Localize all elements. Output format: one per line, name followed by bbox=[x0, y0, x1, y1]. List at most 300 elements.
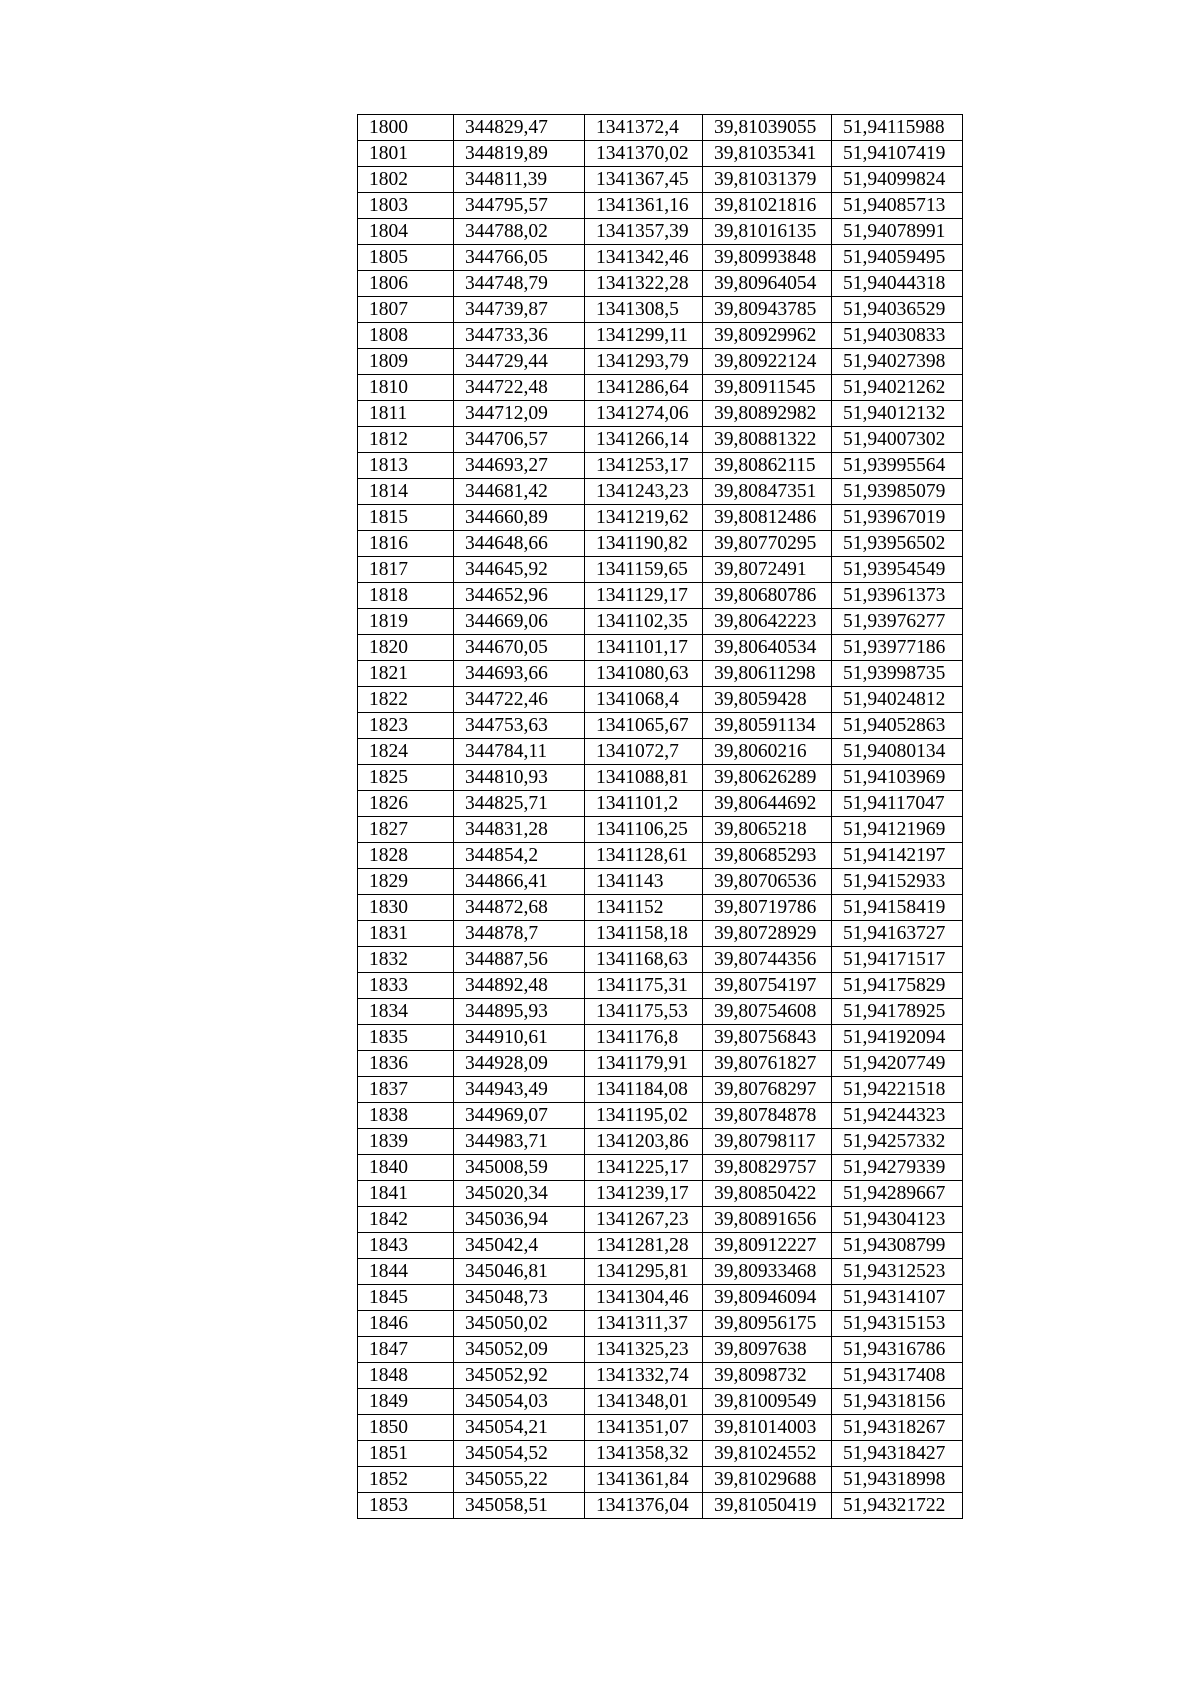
y-coordinate-cell: 1341102,35 bbox=[585, 609, 703, 635]
x-coordinate-cell: 345020,34 bbox=[454, 1181, 585, 1207]
table-row bbox=[358, 843, 963, 869]
y-coordinate-cell: 1341072,7 bbox=[585, 739, 703, 765]
latitude-cell: 51,94115988 bbox=[832, 115, 963, 141]
y-coordinate-cell: 1341308,5 bbox=[585, 297, 703, 323]
y-coordinate-cell: 1341286,64 bbox=[585, 375, 703, 401]
x-coordinate-cell: 345036,94 bbox=[454, 1207, 585, 1233]
y-coordinate-cell: 1341184,08 bbox=[585, 1077, 703, 1103]
point-number-cell: 1803 bbox=[358, 193, 454, 219]
y-coordinate-cell: 1341176,8 bbox=[585, 1025, 703, 1051]
longitude-cell: 39,80744356 bbox=[703, 947, 832, 973]
table-row bbox=[358, 271, 963, 297]
point-number-cell: 1823 bbox=[358, 713, 454, 739]
longitude-cell: 39,80829757 bbox=[703, 1155, 832, 1181]
longitude-cell: 39,80761827 bbox=[703, 1051, 832, 1077]
table-row bbox=[358, 947, 963, 973]
longitude-cell: 39,80847351 bbox=[703, 479, 832, 505]
longitude-cell: 39,80644692 bbox=[703, 791, 832, 817]
longitude-cell: 39,80812486 bbox=[703, 505, 832, 531]
y-coordinate-cell: 1341293,79 bbox=[585, 349, 703, 375]
latitude-cell: 51,93954549 bbox=[832, 557, 963, 583]
point-number-cell: 1811 bbox=[358, 401, 454, 427]
x-coordinate-cell: 345054,21 bbox=[454, 1415, 585, 1441]
point-number-cell: 1806 bbox=[358, 271, 454, 297]
point-number-cell: 1810 bbox=[358, 375, 454, 401]
latitude-cell: 51,94318427 bbox=[832, 1441, 963, 1467]
point-number-cell: 1820 bbox=[358, 635, 454, 661]
y-coordinate-cell: 1341367,45 bbox=[585, 167, 703, 193]
table-row bbox=[358, 869, 963, 895]
table-row bbox=[358, 1389, 963, 1415]
x-coordinate-cell: 344681,42 bbox=[454, 479, 585, 505]
longitude-cell: 39,80912227 bbox=[703, 1233, 832, 1259]
latitude-cell: 51,94107419 bbox=[832, 141, 963, 167]
y-coordinate-cell: 1341080,63 bbox=[585, 661, 703, 687]
y-coordinate-cell: 1341281,28 bbox=[585, 1233, 703, 1259]
longitude-cell: 39,80862115 bbox=[703, 453, 832, 479]
latitude-cell: 51,94318998 bbox=[832, 1467, 963, 1493]
longitude-cell: 39,81031379 bbox=[703, 167, 832, 193]
y-coordinate-cell: 1341274,06 bbox=[585, 401, 703, 427]
x-coordinate-cell: 344712,09 bbox=[454, 401, 585, 427]
y-coordinate-cell: 1341357,39 bbox=[585, 219, 703, 245]
x-coordinate-cell: 345054,52 bbox=[454, 1441, 585, 1467]
latitude-cell: 51,94317408 bbox=[832, 1363, 963, 1389]
latitude-cell: 51,94192094 bbox=[832, 1025, 963, 1051]
table-row bbox=[358, 531, 963, 557]
point-number-cell: 1826 bbox=[358, 791, 454, 817]
latitude-cell: 51,94221518 bbox=[832, 1077, 963, 1103]
point-number-cell: 1838 bbox=[358, 1103, 454, 1129]
x-coordinate-cell: 344693,27 bbox=[454, 453, 585, 479]
table-row bbox=[358, 349, 963, 375]
x-coordinate-cell: 344753,63 bbox=[454, 713, 585, 739]
table-row bbox=[358, 1155, 963, 1181]
point-number-cell: 1837 bbox=[358, 1077, 454, 1103]
latitude-cell: 51,94163727 bbox=[832, 921, 963, 947]
latitude-cell: 51,94078991 bbox=[832, 219, 963, 245]
latitude-cell: 51,94030833 bbox=[832, 323, 963, 349]
y-coordinate-cell: 1341299,11 bbox=[585, 323, 703, 349]
point-number-cell: 1828 bbox=[358, 843, 454, 869]
point-number-cell: 1853 bbox=[358, 1493, 454, 1519]
x-coordinate-cell: 344810,93 bbox=[454, 765, 585, 791]
point-number-cell: 1845 bbox=[358, 1285, 454, 1311]
longitude-cell: 39,80770295 bbox=[703, 531, 832, 557]
x-coordinate-cell: 344872,68 bbox=[454, 895, 585, 921]
longitude-cell: 39,81014003 bbox=[703, 1415, 832, 1441]
x-coordinate-cell: 344811,39 bbox=[454, 167, 585, 193]
table-row bbox=[358, 557, 963, 583]
x-coordinate-cell: 344652,96 bbox=[454, 583, 585, 609]
point-number-cell: 1834 bbox=[358, 999, 454, 1025]
table-row bbox=[358, 817, 963, 843]
y-coordinate-cell: 1341159,65 bbox=[585, 557, 703, 583]
point-number-cell: 1805 bbox=[358, 245, 454, 271]
latitude-cell: 51,94007302 bbox=[832, 427, 963, 453]
y-coordinate-cell: 1341225,17 bbox=[585, 1155, 703, 1181]
latitude-cell: 51,94308799 bbox=[832, 1233, 963, 1259]
longitude-cell: 39,80943785 bbox=[703, 297, 832, 323]
y-coordinate-cell: 1341332,74 bbox=[585, 1363, 703, 1389]
y-coordinate-cell: 1341143 bbox=[585, 869, 703, 895]
longitude-cell: 39,80891656 bbox=[703, 1207, 832, 1233]
latitude-cell: 51,94103969 bbox=[832, 765, 963, 791]
y-coordinate-cell: 1341128,61 bbox=[585, 843, 703, 869]
longitude-cell: 39,81050419 bbox=[703, 1493, 832, 1519]
longitude-cell: 39,80754197 bbox=[703, 973, 832, 999]
table-row bbox=[358, 921, 963, 947]
y-coordinate-cell: 1341376,04 bbox=[585, 1493, 703, 1519]
table-row bbox=[358, 1441, 963, 1467]
point-number-cell: 1809 bbox=[358, 349, 454, 375]
x-coordinate-cell: 344831,28 bbox=[454, 817, 585, 843]
latitude-cell: 51,94036529 bbox=[832, 297, 963, 323]
point-number-cell: 1800 bbox=[358, 115, 454, 141]
longitude-cell: 39,8065218 bbox=[703, 817, 832, 843]
table-row bbox=[358, 1259, 963, 1285]
point-number-cell: 1835 bbox=[358, 1025, 454, 1051]
longitude-cell: 39,81029688 bbox=[703, 1467, 832, 1493]
longitude-cell: 39,80850422 bbox=[703, 1181, 832, 1207]
point-number-cell: 1817 bbox=[358, 557, 454, 583]
latitude-cell: 51,94044318 bbox=[832, 271, 963, 297]
latitude-cell: 51,93961373 bbox=[832, 583, 963, 609]
point-number-cell: 1827 bbox=[358, 817, 454, 843]
latitude-cell: 51,94117047 bbox=[832, 791, 963, 817]
longitude-cell: 39,8098732 bbox=[703, 1363, 832, 1389]
point-number-cell: 1821 bbox=[358, 661, 454, 687]
table-row bbox=[358, 1337, 963, 1363]
longitude-cell: 39,8072491 bbox=[703, 557, 832, 583]
x-coordinate-cell: 344729,44 bbox=[454, 349, 585, 375]
y-coordinate-cell: 1341088,81 bbox=[585, 765, 703, 791]
point-number-cell: 1836 bbox=[358, 1051, 454, 1077]
x-coordinate-cell: 344788,02 bbox=[454, 219, 585, 245]
point-number-cell: 1840 bbox=[358, 1155, 454, 1181]
x-coordinate-cell: 344722,48 bbox=[454, 375, 585, 401]
y-coordinate-cell: 1341342,46 bbox=[585, 245, 703, 271]
longitude-cell: 39,80768297 bbox=[703, 1077, 832, 1103]
table-row bbox=[358, 505, 963, 531]
point-number-cell: 1813 bbox=[358, 453, 454, 479]
longitude-cell: 39,80956175 bbox=[703, 1311, 832, 1337]
table-row bbox=[358, 427, 963, 453]
latitude-cell: 51,94158419 bbox=[832, 895, 963, 921]
point-number-cell: 1814 bbox=[358, 479, 454, 505]
y-coordinate-cell: 1341253,17 bbox=[585, 453, 703, 479]
point-number-cell: 1822 bbox=[358, 687, 454, 713]
latitude-cell: 51,94257332 bbox=[832, 1129, 963, 1155]
longitude-cell: 39,81024552 bbox=[703, 1441, 832, 1467]
y-coordinate-cell: 1341158,18 bbox=[585, 921, 703, 947]
table-row bbox=[358, 401, 963, 427]
table-row bbox=[358, 375, 963, 401]
point-number-cell: 1830 bbox=[358, 895, 454, 921]
table-row bbox=[358, 765, 963, 791]
x-coordinate-cell: 344670,05 bbox=[454, 635, 585, 661]
point-number-cell: 1829 bbox=[358, 869, 454, 895]
x-coordinate-cell: 344693,66 bbox=[454, 661, 585, 687]
latitude-cell: 51,93985079 bbox=[832, 479, 963, 505]
x-coordinate-cell: 344892,48 bbox=[454, 973, 585, 999]
x-coordinate-cell: 345008,59 bbox=[454, 1155, 585, 1181]
y-coordinate-cell: 1341266,14 bbox=[585, 427, 703, 453]
table-row bbox=[358, 895, 963, 921]
y-coordinate-cell: 1341358,32 bbox=[585, 1441, 703, 1467]
point-number-cell: 1812 bbox=[358, 427, 454, 453]
y-coordinate-cell: 1341129,17 bbox=[585, 583, 703, 609]
longitude-cell: 39,81035341 bbox=[703, 141, 832, 167]
latitude-cell: 51,94314107 bbox=[832, 1285, 963, 1311]
latitude-cell: 51,94318267 bbox=[832, 1415, 963, 1441]
table-row bbox=[358, 1181, 963, 1207]
x-coordinate-cell: 345054,03 bbox=[454, 1389, 585, 1415]
point-number-cell: 1818 bbox=[358, 583, 454, 609]
latitude-cell: 51,94099824 bbox=[832, 167, 963, 193]
point-number-cell: 1824 bbox=[358, 739, 454, 765]
x-coordinate-cell: 344854,2 bbox=[454, 843, 585, 869]
table-row bbox=[358, 323, 963, 349]
latitude-cell: 51,94085713 bbox=[832, 193, 963, 219]
latitude-cell: 51,93998735 bbox=[832, 661, 963, 687]
point-number-cell: 1839 bbox=[358, 1129, 454, 1155]
longitude-cell: 39,80754608 bbox=[703, 999, 832, 1025]
longitude-cell: 39,80946094 bbox=[703, 1285, 832, 1311]
y-coordinate-cell: 1341322,28 bbox=[585, 271, 703, 297]
longitude-cell: 39,80719786 bbox=[703, 895, 832, 921]
point-number-cell: 1804 bbox=[358, 219, 454, 245]
point-number-cell: 1831 bbox=[358, 921, 454, 947]
point-number-cell: 1852 bbox=[358, 1467, 454, 1493]
longitude-cell: 39,80881322 bbox=[703, 427, 832, 453]
latitude-cell: 51,94021262 bbox=[832, 375, 963, 401]
y-coordinate-cell: 1341190,82 bbox=[585, 531, 703, 557]
latitude-cell: 51,93976277 bbox=[832, 609, 963, 635]
x-coordinate-cell: 344819,89 bbox=[454, 141, 585, 167]
longitude-cell: 39,80685293 bbox=[703, 843, 832, 869]
table-row bbox=[358, 167, 963, 193]
x-coordinate-cell: 345055,22 bbox=[454, 1467, 585, 1493]
point-number-cell: 1849 bbox=[358, 1389, 454, 1415]
point-number-cell: 1851 bbox=[358, 1441, 454, 1467]
longitude-cell: 39,81039055 bbox=[703, 115, 832, 141]
x-coordinate-cell: 344733,36 bbox=[454, 323, 585, 349]
longitude-cell: 39,80911545 bbox=[703, 375, 832, 401]
longitude-cell: 39,81016135 bbox=[703, 219, 832, 245]
x-coordinate-cell: 344928,09 bbox=[454, 1051, 585, 1077]
latitude-cell: 51,94024812 bbox=[832, 687, 963, 713]
x-coordinate-cell: 344795,57 bbox=[454, 193, 585, 219]
table-row bbox=[358, 1207, 963, 1233]
latitude-cell: 51,94279339 bbox=[832, 1155, 963, 1181]
y-coordinate-cell: 1341106,25 bbox=[585, 817, 703, 843]
table-row bbox=[358, 687, 963, 713]
coordinates-table-body bbox=[358, 115, 963, 1519]
latitude-cell: 51,94207749 bbox=[832, 1051, 963, 1077]
y-coordinate-cell: 1341219,62 bbox=[585, 505, 703, 531]
table-row bbox=[358, 245, 963, 271]
longitude-cell: 39,8060216 bbox=[703, 739, 832, 765]
latitude-cell: 51,94171517 bbox=[832, 947, 963, 973]
x-coordinate-cell: 344669,06 bbox=[454, 609, 585, 635]
table-row bbox=[358, 219, 963, 245]
point-number-cell: 1808 bbox=[358, 323, 454, 349]
x-coordinate-cell: 344878,7 bbox=[454, 921, 585, 947]
y-coordinate-cell: 1341311,37 bbox=[585, 1311, 703, 1337]
point-number-cell: 1842 bbox=[358, 1207, 454, 1233]
latitude-cell: 51,94175829 bbox=[832, 973, 963, 999]
table-row bbox=[358, 973, 963, 999]
longitude-cell: 39,80892982 bbox=[703, 401, 832, 427]
y-coordinate-cell: 1341152 bbox=[585, 895, 703, 921]
y-coordinate-cell: 1341370,02 bbox=[585, 141, 703, 167]
point-number-cell: 1819 bbox=[358, 609, 454, 635]
y-coordinate-cell: 1341175,53 bbox=[585, 999, 703, 1025]
x-coordinate-cell: 344648,66 bbox=[454, 531, 585, 557]
table-row bbox=[358, 609, 963, 635]
x-coordinate-cell: 344766,05 bbox=[454, 245, 585, 271]
y-coordinate-cell: 1341101,17 bbox=[585, 635, 703, 661]
x-coordinate-cell: 344969,07 bbox=[454, 1103, 585, 1129]
table-row bbox=[358, 791, 963, 817]
x-coordinate-cell: 344660,89 bbox=[454, 505, 585, 531]
latitude-cell: 51,94289667 bbox=[832, 1181, 963, 1207]
x-coordinate-cell: 344943,49 bbox=[454, 1077, 585, 1103]
y-coordinate-cell: 1341101,2 bbox=[585, 791, 703, 817]
y-coordinate-cell: 1341361,84 bbox=[585, 1467, 703, 1493]
latitude-cell: 51,94027398 bbox=[832, 349, 963, 375]
point-number-cell: 1815 bbox=[358, 505, 454, 531]
point-number-cell: 1807 bbox=[358, 297, 454, 323]
x-coordinate-cell: 345050,02 bbox=[454, 1311, 585, 1337]
y-coordinate-cell: 1341239,17 bbox=[585, 1181, 703, 1207]
latitude-cell: 51,94244323 bbox=[832, 1103, 963, 1129]
y-coordinate-cell: 1341068,4 bbox=[585, 687, 703, 713]
longitude-cell: 39,80798117 bbox=[703, 1129, 832, 1155]
latitude-cell: 51,93977186 bbox=[832, 635, 963, 661]
latitude-cell: 51,94304123 bbox=[832, 1207, 963, 1233]
longitude-cell: 39,81009549 bbox=[703, 1389, 832, 1415]
latitude-cell: 51,94080134 bbox=[832, 739, 963, 765]
y-coordinate-cell: 1341243,23 bbox=[585, 479, 703, 505]
x-coordinate-cell: 344887,56 bbox=[454, 947, 585, 973]
table-row bbox=[358, 999, 963, 1025]
point-number-cell: 1843 bbox=[358, 1233, 454, 1259]
table-row bbox=[358, 1285, 963, 1311]
longitude-cell: 39,80642223 bbox=[703, 609, 832, 635]
longitude-cell: 39,80591134 bbox=[703, 713, 832, 739]
point-number-cell: 1832 bbox=[358, 947, 454, 973]
y-coordinate-cell: 1341325,23 bbox=[585, 1337, 703, 1363]
table-row bbox=[358, 453, 963, 479]
latitude-cell: 51,93956502 bbox=[832, 531, 963, 557]
x-coordinate-cell: 344784,11 bbox=[454, 739, 585, 765]
point-number-cell: 1802 bbox=[358, 167, 454, 193]
table-row bbox=[358, 115, 963, 141]
point-number-cell: 1801 bbox=[358, 141, 454, 167]
y-coordinate-cell: 1341372,4 bbox=[585, 115, 703, 141]
latitude-cell: 51,94142197 bbox=[832, 843, 963, 869]
latitude-cell: 51,94312523 bbox=[832, 1259, 963, 1285]
x-coordinate-cell: 345052,09 bbox=[454, 1337, 585, 1363]
latitude-cell: 51,94012132 bbox=[832, 401, 963, 427]
table-row bbox=[358, 713, 963, 739]
point-number-cell: 1825 bbox=[358, 765, 454, 791]
table-row bbox=[358, 1129, 963, 1155]
table-row bbox=[358, 1025, 963, 1051]
table-row bbox=[358, 1103, 963, 1129]
point-number-cell: 1816 bbox=[358, 531, 454, 557]
y-coordinate-cell: 1341348,01 bbox=[585, 1389, 703, 1415]
y-coordinate-cell: 1341304,46 bbox=[585, 1285, 703, 1311]
longitude-cell: 39,80640534 bbox=[703, 635, 832, 661]
y-coordinate-cell: 1341203,86 bbox=[585, 1129, 703, 1155]
table-row bbox=[358, 1077, 963, 1103]
x-coordinate-cell: 344748,79 bbox=[454, 271, 585, 297]
x-coordinate-cell: 345058,51 bbox=[454, 1493, 585, 1519]
longitude-cell: 39,8059428 bbox=[703, 687, 832, 713]
table-row bbox=[358, 635, 963, 661]
latitude-cell: 51,94316786 bbox=[832, 1337, 963, 1363]
longitude-cell: 39,80929962 bbox=[703, 323, 832, 349]
table-row bbox=[358, 479, 963, 505]
table-row bbox=[358, 193, 963, 219]
table-row bbox=[358, 1467, 963, 1493]
point-number-cell: 1841 bbox=[358, 1181, 454, 1207]
longitude-cell: 39,81021816 bbox=[703, 193, 832, 219]
y-coordinate-cell: 1341065,67 bbox=[585, 713, 703, 739]
latitude-cell: 51,94052863 bbox=[832, 713, 963, 739]
longitude-cell: 39,80611298 bbox=[703, 661, 832, 687]
table-row bbox=[358, 583, 963, 609]
longitude-cell: 39,80993848 bbox=[703, 245, 832, 271]
point-number-cell: 1833 bbox=[358, 973, 454, 999]
longitude-cell: 39,80784878 bbox=[703, 1103, 832, 1129]
x-coordinate-cell: 344739,87 bbox=[454, 297, 585, 323]
longitude-cell: 39,80756843 bbox=[703, 1025, 832, 1051]
longitude-cell: 39,80680786 bbox=[703, 583, 832, 609]
point-number-cell: 1850 bbox=[358, 1415, 454, 1441]
y-coordinate-cell: 1341175,31 bbox=[585, 973, 703, 999]
y-coordinate-cell: 1341179,91 bbox=[585, 1051, 703, 1077]
y-coordinate-cell: 1341361,16 bbox=[585, 193, 703, 219]
latitude-cell: 51,94318156 bbox=[832, 1389, 963, 1415]
latitude-cell: 51,94315153 bbox=[832, 1311, 963, 1337]
x-coordinate-cell: 344983,71 bbox=[454, 1129, 585, 1155]
table-row bbox=[358, 1363, 963, 1389]
y-coordinate-cell: 1341351,07 bbox=[585, 1415, 703, 1441]
x-coordinate-cell: 344866,41 bbox=[454, 869, 585, 895]
longitude-cell: 39,8097638 bbox=[703, 1337, 832, 1363]
x-coordinate-cell: 345042,4 bbox=[454, 1233, 585, 1259]
x-coordinate-cell: 344829,47 bbox=[454, 115, 585, 141]
latitude-cell: 51,93967019 bbox=[832, 505, 963, 531]
table-row bbox=[358, 661, 963, 687]
longitude-cell: 39,80706536 bbox=[703, 869, 832, 895]
table-row bbox=[358, 297, 963, 323]
table-row bbox=[358, 141, 963, 167]
table-row bbox=[358, 1233, 963, 1259]
table-row bbox=[358, 739, 963, 765]
x-coordinate-cell: 344910,61 bbox=[454, 1025, 585, 1051]
latitude-cell: 51,94121969 bbox=[832, 817, 963, 843]
x-coordinate-cell: 344825,71 bbox=[454, 791, 585, 817]
table-row bbox=[358, 1493, 963, 1519]
y-coordinate-cell: 1341295,81 bbox=[585, 1259, 703, 1285]
table-row bbox=[358, 1311, 963, 1337]
longitude-cell: 39,80728929 bbox=[703, 921, 832, 947]
